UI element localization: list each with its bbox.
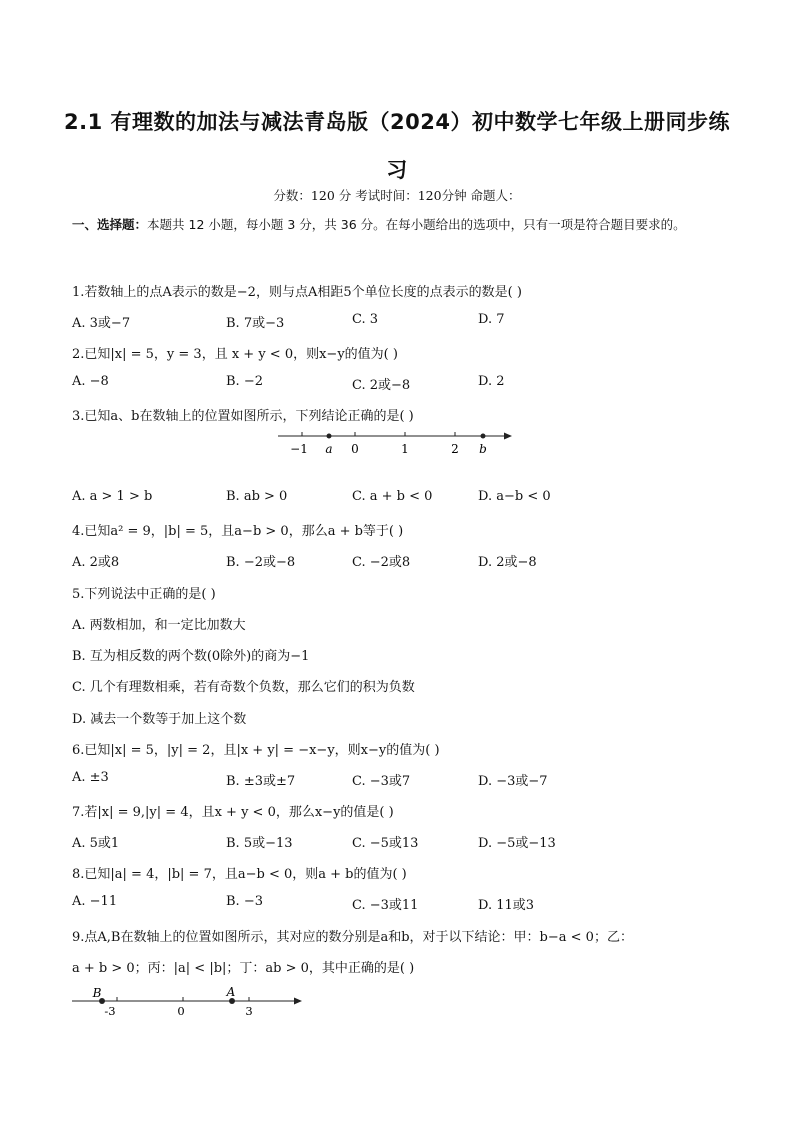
q8-option-a[interactable]: A. −11 — [72, 894, 118, 909]
q4-option-d[interactable]: D. 2或−8 — [478, 555, 537, 570]
q8-option-c[interactable]: C. −3或11 — [352, 898, 419, 913]
axis-arrow — [504, 433, 512, 440]
title-line-2: 习 — [386, 158, 408, 182]
q6-option-d[interactable]: D. −3或−7 — [478, 774, 548, 789]
point-b — [481, 434, 486, 439]
q3-option-b[interactable]: B. ab > 0 — [226, 489, 288, 504]
point-label-a: a — [325, 442, 333, 456]
section-heading — [72, 210, 722, 240]
q7-option-a[interactable]: A. 5或1 — [72, 836, 120, 851]
q3-option-d[interactable]: D. a−b < 0 — [478, 489, 551, 504]
q2-option-d[interactable]: D. 2 — [478, 374, 505, 389]
q7-option-c[interactable]: C. −5或13 — [352, 836, 419, 851]
question-4-stem: 4.已知a² = 9，|b| = 5，且a−b > 0，那么a + b等于( ) — [72, 524, 404, 539]
q3-number-line-figure — [270, 424, 520, 460]
q8-option-b[interactable]: B. −3 — [226, 894, 263, 909]
point-label-A: A — [226, 985, 236, 999]
q5-option-d[interactable]: D. 减去一个数等于加上这个数 — [72, 712, 247, 727]
question-5-stem: 5.下列说法中正确的是( ) — [72, 587, 216, 602]
point-label-b: b — [479, 442, 487, 456]
q7-option-b[interactable]: B. 5或−13 — [226, 836, 293, 851]
q3-option-c[interactable]: C. a + b < 0 — [352, 489, 433, 504]
q4-option-b[interactable]: B. −2或−8 — [226, 555, 296, 570]
tick-label-0: 0 — [177, 1004, 185, 1018]
exam-meta: 分数：120 分 考试时间：120分钟 命题人： — [273, 188, 521, 203]
tick-label-neg1: −1 — [290, 442, 308, 456]
q1-option-a[interactable]: A. 3或−7 — [72, 316, 131, 331]
title-line-1: 2.1 有理数的加法与减法青岛版（2024）初中数学七年级上册同步练 — [64, 110, 730, 134]
q1-option-d[interactable]: D. 7 — [478, 312, 505, 327]
q2-option-a[interactable]: A. −8 — [72, 374, 109, 389]
point-a — [327, 434, 332, 439]
q6-option-c[interactable]: C. −3或7 — [352, 774, 411, 789]
tick-label-neg3: -3 — [104, 1004, 116, 1018]
q5-option-c[interactable]: C. 几个有理数相乘，若有奇数个负数，那么它们的积为负数 — [72, 680, 415, 695]
question-9-stem-line-2: a + b > 0；丙：|a| < |b|；丁：ab > 0，其中正确的是( ) — [72, 961, 415, 976]
tick-label-3: 3 — [245, 1004, 253, 1018]
q2-option-b[interactable]: B. −2 — [226, 374, 263, 389]
question-6-stem: 6.已知|x| = 5，|y| = 2，且|x + y| = −x−y，则x−y的值为( ) — [72, 743, 440, 758]
q9-number-line-figure — [66, 983, 310, 1019]
q6-option-a[interactable]: A. ±3 — [72, 770, 109, 785]
q8-option-d[interactable]: D. 11或3 — [478, 898, 535, 913]
section-text: 本题共 12 小题，每小题 3 分，共 36 分。在每小题给出的选项中，只有一项是符合题目要求的。 — [147, 217, 686, 232]
tick-label-2: 2 — [451, 442, 459, 456]
q6-option-b[interactable]: B. ±3或±7 — [226, 774, 296, 789]
q5-option-a[interactable]: A. 两数相加，和一定比加数大 — [72, 618, 246, 633]
q4-option-c[interactable]: C. −2或8 — [352, 555, 411, 570]
question-7-stem: 7.若|x| = 9,|y| = 4，且x + y < 0，那么x−y的值是( ) — [72, 805, 394, 820]
tick-label-0: 0 — [351, 442, 359, 456]
q2-option-c[interactable]: C. 2或−8 — [352, 378, 411, 393]
question-2-stem: 2.已知|x| = 5，y = 3，且 x + y < 0，则x−y的值为( ) — [72, 347, 398, 362]
q4-option-a[interactable]: A. 2或8 — [72, 555, 120, 570]
question-9-stem-line-1: 9.点A,B在数轴上的位置如图所示，其对应的数分别是a和b，对于以下结论：甲：b−a < 0；乙： — [72, 930, 633, 945]
tick-label-1: 1 — [401, 442, 409, 456]
axis-arrow — [294, 998, 302, 1005]
document-title — [60, 98, 734, 194]
q3-option-a[interactable]: A. a > 1 > b — [72, 489, 153, 504]
question-8-stem: 8.已知|a| = 4，|b| = 7，且a−b < 0，则a + b的值为( ) — [72, 867, 407, 882]
section-label: 一、选择题： — [72, 217, 148, 232]
q7-option-d[interactable]: D. −5或−13 — [478, 836, 556, 851]
q1-option-c[interactable]: C. 3 — [352, 312, 379, 327]
point-label-B: B — [92, 986, 102, 1000]
q5-option-b[interactable]: B. 互为相反数的两个数(0除外)的商为−1 — [72, 649, 310, 664]
question-3-stem: 3.已知a、b在数轴上的位置如图所示，下列结论正确的是( ) — [72, 409, 414, 424]
question-1-stem: 1.若数轴上的点A表示的数是−2，则与点A相距5个单位长度的点表示的数是( ) — [72, 285, 522, 300]
q1-option-b[interactable]: B. 7或−3 — [226, 316, 285, 331]
